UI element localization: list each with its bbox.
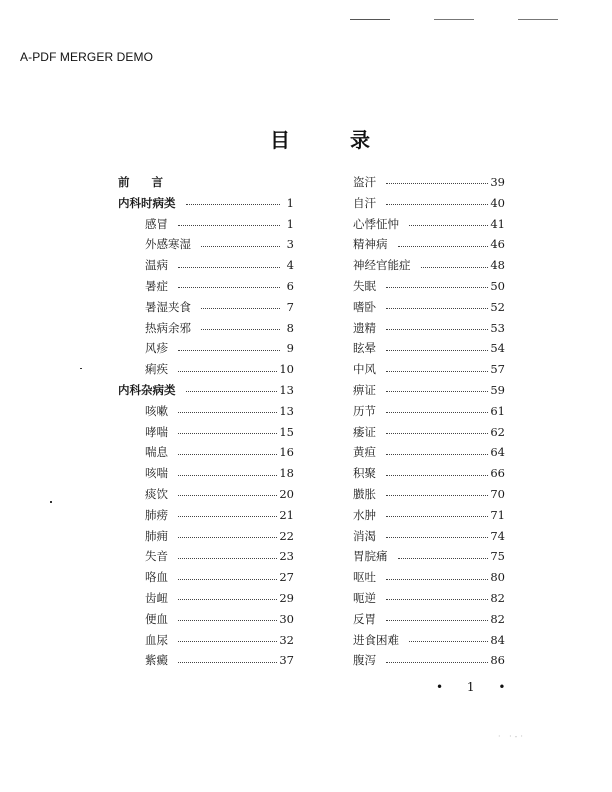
toc-entry [118, 442, 294, 463]
toc-entry-page: 62 [490, 424, 505, 439]
header-rule-1 [350, 19, 390, 20]
toc-entry [353, 359, 505, 380]
toc-entry [118, 630, 294, 651]
toc-entry-label: 精神病 [353, 237, 388, 252]
toc-entry-page: 10 [279, 362, 294, 377]
toc-entry [353, 630, 505, 651]
toc-entry-page: 20 [279, 486, 294, 501]
toc-entry [353, 463, 505, 484]
toc-entry [118, 526, 294, 547]
toc-entry-page: 23 [279, 549, 294, 564]
toc-entry-page: 16 [279, 445, 294, 460]
dot-leader [386, 286, 488, 288]
toc-entry [118, 318, 294, 339]
scan-artifact: · ·-· [498, 732, 526, 741]
toc-entry-label: 进食困难 [353, 632, 399, 647]
dot-leader [178, 619, 277, 621]
toc-entry-page: 8 [286, 320, 294, 335]
dot-leader [178, 598, 277, 600]
toc-section [118, 193, 294, 214]
toc-entry-label: 心悸怔忡 [353, 216, 399, 231]
dot-leader [178, 266, 280, 268]
toc-column-right [353, 172, 505, 671]
dot-leader [386, 515, 488, 517]
toc-entry-label: 臌胀 [353, 486, 376, 501]
scan-speck [80, 368, 82, 369]
dot-leader [178, 370, 277, 372]
dot-leader [178, 474, 277, 476]
toc-entry-page: 9 [286, 341, 294, 356]
toc-entry-page: 61 [490, 403, 505, 418]
toc-entry-page: 54 [490, 341, 505, 356]
toc-entry-page: 32 [279, 632, 294, 647]
dot-leader [178, 515, 277, 517]
toc-entry-page: 21 [279, 507, 294, 522]
dot-leader [201, 307, 280, 309]
dot-leader [178, 286, 280, 288]
dot-leader [201, 328, 280, 330]
scan-speck [50, 501, 52, 503]
dot-leader [178, 661, 277, 663]
toc-entry-page: 30 [279, 611, 294, 626]
toc-entry [353, 526, 505, 547]
toc-entry-label: 水肿 [353, 507, 376, 522]
toc-entry [118, 359, 294, 380]
toc-entry-page: 50 [490, 278, 505, 293]
toc-entry-label: 感冒 [145, 216, 168, 231]
dot-leader [178, 432, 277, 434]
dot-leader [386, 619, 488, 621]
toc-entry [353, 172, 505, 193]
toc-entry-page: 22 [279, 528, 294, 543]
dot-leader [386, 411, 488, 413]
dot-leader [386, 578, 488, 580]
toc-entry [353, 276, 505, 297]
toc-entry-label: 黄疸 [353, 445, 376, 460]
toc-entry-label: 喘息 [145, 445, 168, 460]
toc-entry-label: 腹泻 [353, 653, 376, 668]
dot-leader [178, 578, 277, 580]
dot-leader [386, 661, 488, 663]
toc-entry-page: 1 [286, 216, 294, 231]
toc-entry [118, 588, 294, 609]
toc-entry-label: 肺痨 [145, 507, 168, 522]
dot-leader [178, 411, 277, 413]
watermark: A-PDF MERGER DEMO [20, 50, 154, 64]
toc-entry-label: 呃逆 [353, 590, 376, 605]
toc-entry-label: 痢疾 [145, 362, 168, 377]
dot-leader [178, 453, 277, 455]
dot-leader [386, 307, 488, 309]
toc-entry-label: 盗汗 [353, 175, 376, 189]
toc-entry-label: 咳喘 [145, 466, 168, 481]
dot-leader [398, 557, 489, 559]
toc-entry-label: 呕吐 [353, 570, 376, 585]
toc-entry [353, 505, 505, 526]
toc-entry-page: 13 [279, 382, 294, 397]
toc-entry [118, 234, 294, 255]
toc-entry-page: 71 [490, 507, 505, 522]
toc-entry [118, 214, 294, 235]
toc-entry-label: 痿证 [353, 424, 376, 439]
toc-entry-page: 82 [490, 611, 505, 626]
toc-entry [353, 650, 505, 671]
toc-entry-page: 1 [286, 195, 294, 210]
dot-leader [386, 349, 488, 351]
toc-entry-page: 41 [490, 216, 505, 231]
dot-leader [386, 453, 488, 455]
toc-entry-label: 血尿 [145, 632, 168, 647]
toc-entry [353, 234, 505, 255]
toc-entry-page: 4 [286, 258, 294, 273]
toc-entry [118, 484, 294, 505]
toc-entry-page: 3 [286, 237, 294, 252]
toc-entry-page: 59 [490, 382, 505, 397]
dot-leader [386, 598, 488, 600]
toc-entry-label: 内科时病类 [118, 195, 176, 210]
toc-entry [118, 338, 294, 359]
toc-entry [353, 422, 505, 443]
toc-entry [353, 442, 505, 463]
toc-entry-page: 13 [279, 403, 294, 418]
toc-entry-label: 暑湿夹食 [145, 299, 191, 314]
toc-entry [353, 567, 505, 588]
header-rule-3 [518, 19, 558, 20]
page-title-char-1: 目 [270, 128, 290, 152]
toc-entry-label: 痰饮 [145, 486, 168, 501]
toc-entry [118, 401, 294, 422]
toc-entry-page: 7 [286, 299, 294, 314]
toc-entry-page: 52 [490, 299, 505, 314]
toc-entry [118, 297, 294, 318]
toc-entry-page: 27 [279, 570, 294, 585]
toc-entry-page: 29 [279, 590, 294, 605]
toc-entry-label: 前言 [118, 175, 185, 189]
dot-leader [386, 474, 488, 476]
toc-entry [353, 338, 505, 359]
page-number: • 1 • [436, 680, 516, 694]
dot-leader [386, 203, 488, 205]
page-title [270, 124, 370, 153]
toc-entry-page: 40 [490, 195, 505, 210]
toc-entry [353, 297, 505, 318]
toc-entry [118, 255, 294, 276]
toc-entry-label: 齿衄 [145, 590, 168, 605]
toc-entry [118, 463, 294, 484]
dot-leader [186, 203, 281, 205]
toc-section [118, 380, 294, 401]
toc-entry [353, 609, 505, 630]
toc-entry [118, 422, 294, 443]
toc-entry-page: 80 [490, 570, 505, 585]
dot-leader [386, 494, 488, 496]
toc-entry [353, 255, 505, 276]
toc-entry [118, 546, 294, 567]
toc-entry-label: 咯血 [145, 570, 168, 585]
toc-entry-page: 53 [490, 320, 505, 335]
toc-entry-page: 74 [490, 528, 505, 543]
dot-leader [186, 390, 278, 392]
toc-entry [353, 588, 505, 609]
toc-entry [353, 484, 505, 505]
toc-entry-page: 84 [490, 632, 505, 647]
dot-leader [178, 224, 280, 226]
toc-entry-page: 75 [490, 549, 505, 564]
toc-entry-label: 自汗 [353, 195, 376, 210]
toc-entry-page: 66 [490, 466, 505, 481]
page-title-char-2: 录 [350, 128, 370, 152]
toc-entry-label: 内科杂病类 [118, 382, 176, 397]
dot-leader [386, 370, 488, 372]
toc-entry-page: 15 [279, 424, 294, 439]
toc-entry [118, 276, 294, 297]
toc-entry-label: 热病余邪 [145, 320, 191, 335]
toc-entry-label: 外感寒湿 [145, 237, 191, 252]
toc-entry [353, 546, 505, 567]
toc-entry-label: 神经官能症 [353, 258, 411, 273]
toc-entry-page: 70 [490, 486, 505, 501]
toc-entry-page: 57 [490, 362, 505, 377]
toc-entry [353, 380, 505, 401]
dot-leader [386, 182, 488, 184]
dot-leader [421, 266, 489, 268]
dot-leader [386, 390, 488, 392]
toc-entry-label: 温病 [145, 258, 168, 273]
toc-entry-page: 86 [490, 653, 505, 668]
toc-entry-label: 紫癜 [145, 653, 168, 668]
toc-entry-label: 遗精 [353, 320, 376, 335]
dot-leader [178, 349, 280, 351]
toc-entry-label: 嗜卧 [353, 299, 376, 314]
toc-entry-page: 48 [490, 258, 505, 273]
toc-section [118, 172, 294, 193]
toc-entry [118, 609, 294, 630]
toc-entry-page: 39 [490, 175, 505, 189]
toc-entry-label: 历节 [353, 403, 376, 418]
dot-leader [178, 557, 277, 559]
toc-entry-label: 眩晕 [353, 341, 376, 356]
dot-leader [386, 536, 488, 538]
toc-entry-page: 46 [490, 237, 505, 252]
toc-entry [353, 318, 505, 339]
dot-leader [398, 245, 489, 247]
dot-leader [409, 224, 488, 226]
toc-entry [353, 193, 505, 214]
toc-entry-label: 咳嗽 [145, 403, 168, 418]
toc-entry-label: 反胃 [353, 611, 376, 626]
toc-entry-label: 消渴 [353, 528, 376, 543]
toc-entry-page: 82 [490, 590, 505, 605]
toc-entry [118, 567, 294, 588]
toc-entry-label: 风疹 [145, 341, 168, 356]
toc-entry-page: 64 [490, 445, 505, 460]
toc-entry-label: 暑症 [145, 278, 168, 293]
toc-entry-label: 失音 [145, 549, 168, 564]
toc-entry [353, 401, 505, 422]
toc-entry-page: 37 [279, 653, 294, 668]
toc-entry-page: 18 [279, 466, 294, 481]
dot-leader [178, 640, 277, 642]
toc-entry-label: 胃脘痛 [353, 549, 388, 564]
header-rule-2 [434, 19, 474, 20]
dot-leader [178, 536, 277, 538]
dot-leader [386, 328, 488, 330]
toc-entry-label: 哮喘 [145, 424, 168, 439]
toc-entry [118, 650, 294, 671]
toc-entry [118, 505, 294, 526]
toc-column-left [118, 172, 294, 671]
dot-leader [178, 494, 277, 496]
dot-leader [409, 640, 488, 642]
toc-entry-label: 失眠 [353, 278, 376, 293]
toc-entry-label: 肺痈 [145, 528, 168, 543]
toc-entry [353, 214, 505, 235]
toc-entry-label: 积聚 [353, 466, 376, 481]
toc-entry-label: 便血 [145, 611, 168, 626]
dot-leader [386, 432, 488, 434]
toc-entry-page: 6 [286, 278, 294, 293]
dot-leader [201, 245, 280, 247]
toc-entry-label: 痹证 [353, 382, 376, 397]
toc-entry-label: 中风 [353, 362, 376, 377]
